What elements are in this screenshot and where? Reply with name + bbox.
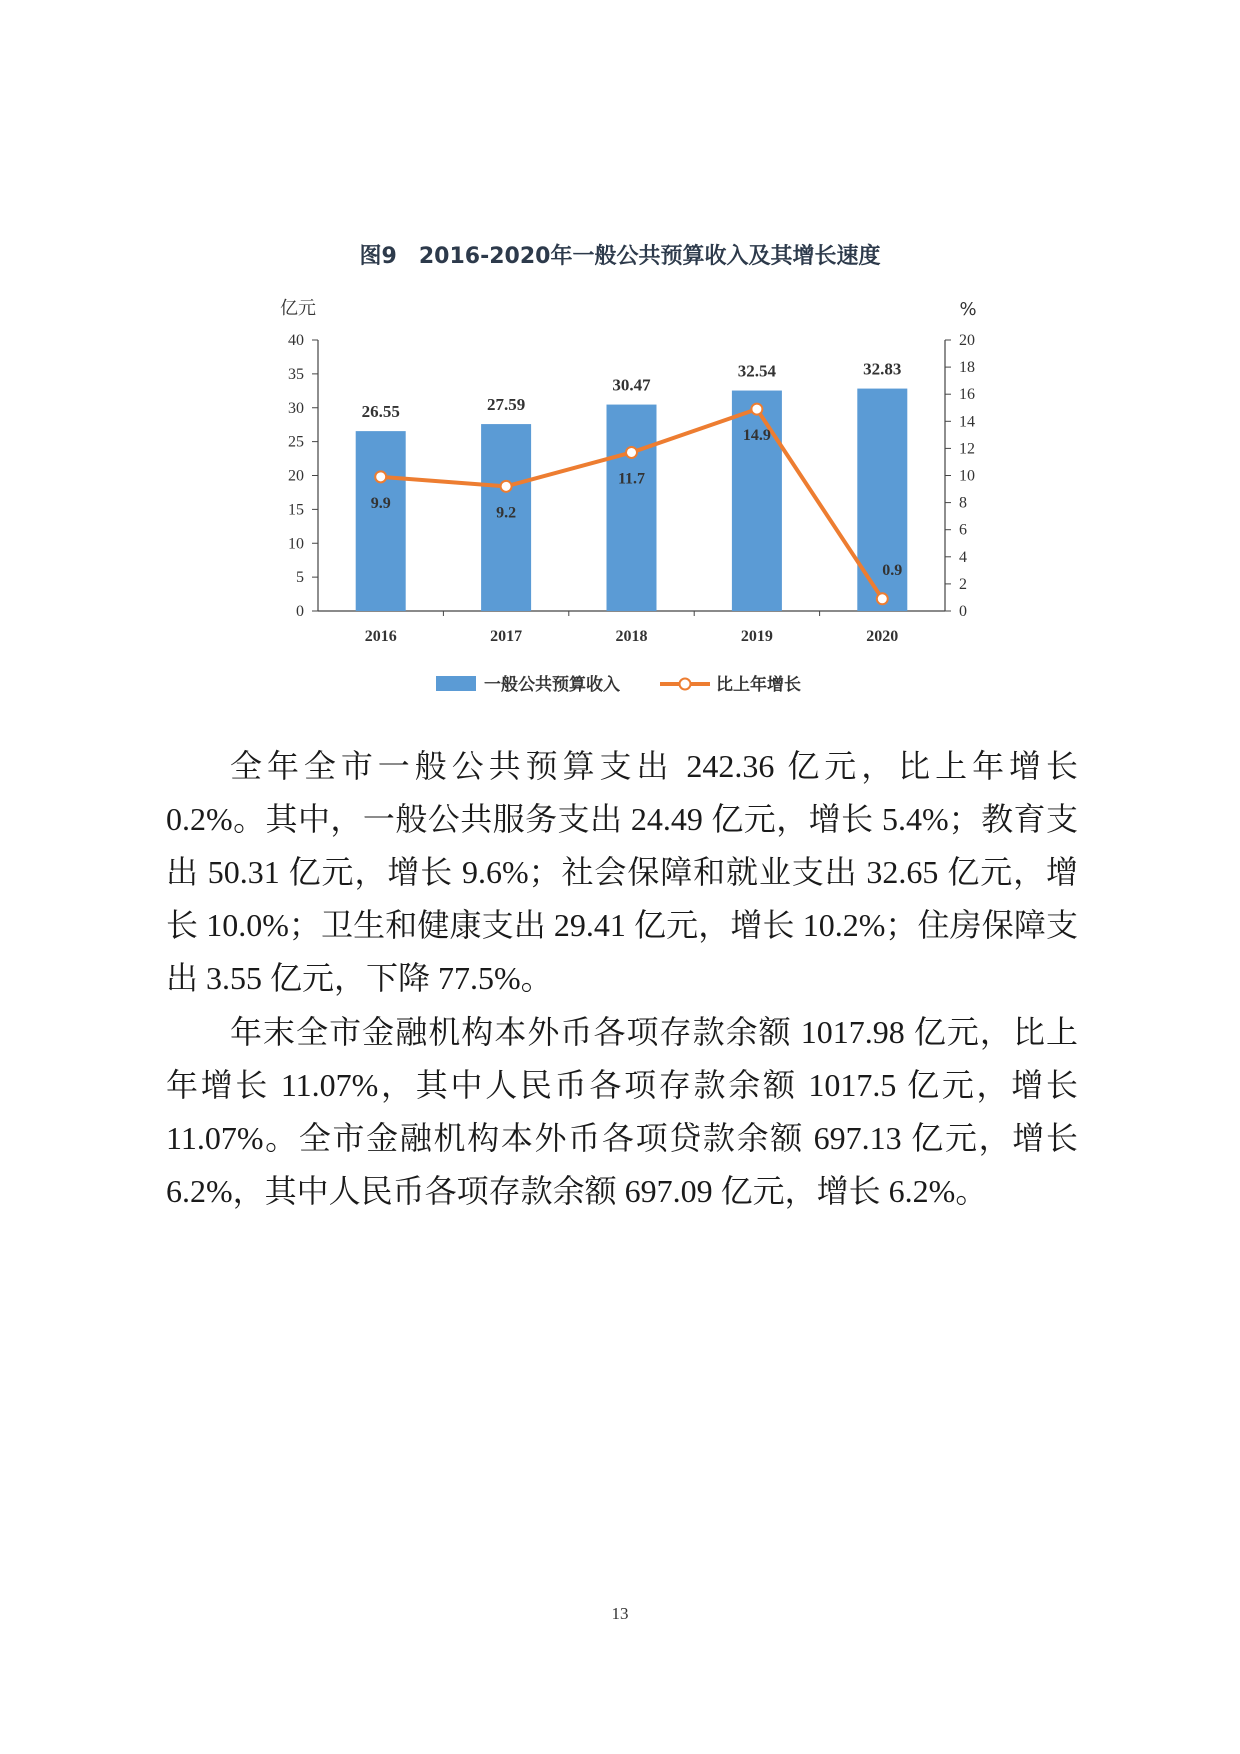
y-right-tick-label: 10 [959,467,975,485]
bar-value-label: 27.59 [486,395,526,415]
x-tick-label: 2020 [866,628,899,645]
x-tick-label: 2018 [615,628,648,645]
bar-value-label: 30.47 [612,375,651,395]
y-right-tick-label: 8 [959,494,967,512]
bar [356,431,406,611]
paragraph-fiscal-expenditure: 全年全市一般公共预算支出 242.36 亿元，比上年增长 0.2%。其中，一般公共服务支出 24.49 亿元，增长 5.4%；教育支出 50.31 亿元，增长 9.6%；社会保障和就业支出 32.65 亿元，增长 10.0%；卫生和健康支出 29.41 亿元，增长 10.2%；住房保障支出 3.55 亿元，下降 77.5%。 [166,748,1078,996]
growth-point [501,481,512,492]
chart [0,0,1240,720]
growth-value-label: 0.9 [882,561,903,579]
growth-value-label: 11.7 [617,470,646,488]
x-tick-label: 2017 [490,628,523,645]
x-tick-label: 2019 [740,628,773,645]
legend-line-marker [680,679,691,690]
x-tick-label: 2016 [364,628,397,645]
chart-title: 图9 2016-2020年一般公共预算收入及其增长速度 [359,244,881,269]
y-left-tick-label: 10 [288,535,304,553]
y-right-tick-label: 20 [959,332,975,349]
paragraph-financial-deposits: 年末全市金融机构本外币各项存款余额 1017.98 亿元，比上年增长 11.07%，其中人民币各项存款余额 1017.5 亿元，增长 11.07%。全市金融机构本外币各项贷款余额 697.13 亿元，增长 6.2%，其中人民币各项存款余额 697.09 亿元，增长 6.2%。 [166,1014,1078,1209]
y-left-tick-label: 5 [296,569,304,587]
y-axis-left-unit: 亿元 [280,298,316,319]
legend-bar-swatch [436,676,476,691]
bar-value-label: 32.54 [737,361,777,381]
y-right-tick-label: 18 [959,359,975,377]
y-right-tick-label: 2 [959,575,967,593]
page-number: 13 [611,1604,629,1623]
y-right-tick-label: 6 [959,521,967,539]
y-left-tick-label: 20 [288,467,304,485]
y-right-tick-label: 4 [959,548,967,566]
y-left-tick-label: 0 [296,603,304,620]
legend-line-label: 比上年增长 [716,675,801,695]
bar [607,405,657,611]
y-right-tick-label: 16 [959,386,975,404]
bar-value-label: 32.83 [863,359,902,379]
growth-point [626,447,637,458]
y-left-tick-label: 30 [288,399,304,417]
y-left-tick-label: 40 [288,332,304,349]
bar [732,391,782,611]
bar-value-label: 26.55 [361,402,400,422]
growth-value-label: 9.2 [496,504,517,522]
y-left-tick-label: 25 [288,433,304,451]
y-left-tick-label: 35 [288,365,304,383]
y-right-tick-label: 14 [959,413,975,431]
growth-value-label: 14.9 [742,427,771,445]
y-right-tick-label: 12 [959,440,975,458]
growth-point [877,593,888,604]
legend-bar-label: 一般公共预算收入 [484,675,620,695]
y-axis-right-unit: % [959,299,977,320]
y-left-tick-label: 15 [288,501,304,519]
growth-point [375,471,386,482]
y-right-tick-label: 0 [959,603,967,620]
growth-value-label: 9.9 [370,494,391,512]
growth-point [751,404,762,415]
